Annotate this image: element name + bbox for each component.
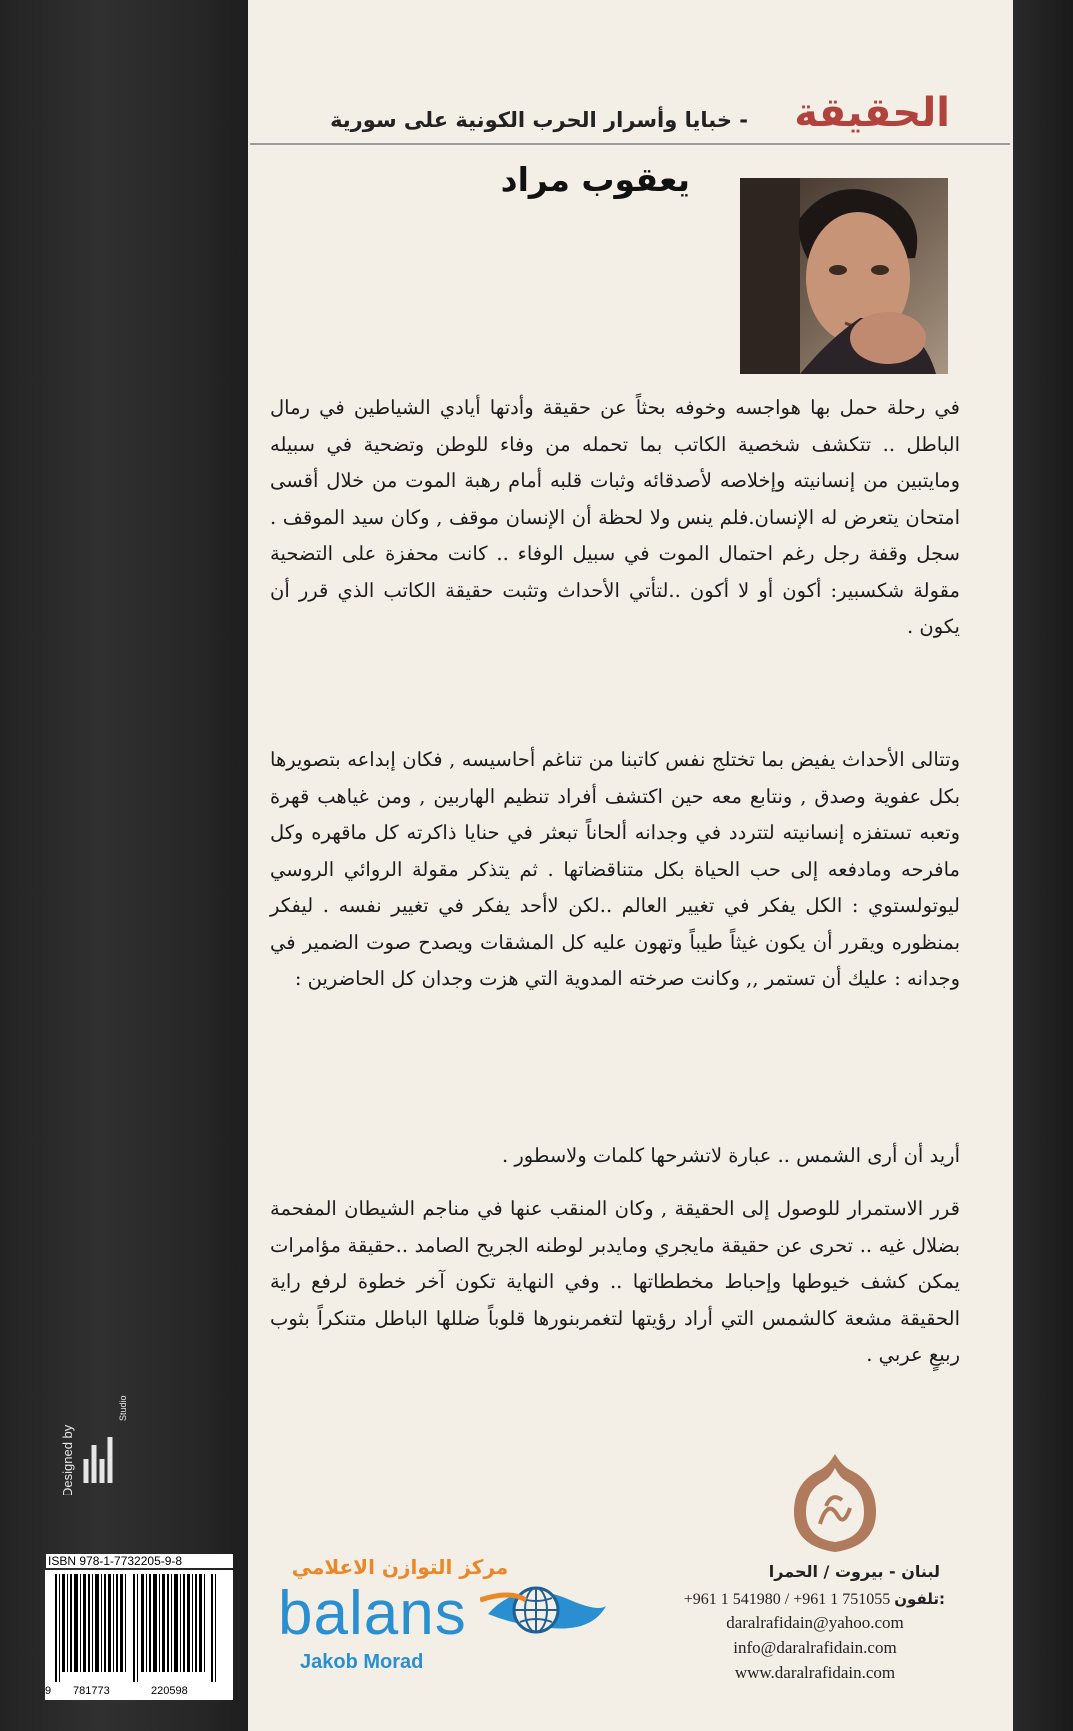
header-rule: [250, 143, 1010, 145]
balans-wordmark: balans: [278, 1579, 467, 1648]
designer-logo-icon: [34, 1375, 154, 1495]
publisher-phone: [620, 1590, 945, 1609]
synopsis-quote: أريد أن أرى الشمس .. عبارة لاتشرحها كلمات ولاسطور .: [501, 1144, 960, 1167]
series-subtitle: - خبايا وأسرار الحرب الكونية على سورية: [330, 108, 748, 132]
publisher-calligraphy-icon: [780, 1448, 890, 1558]
author-name: يعقوب مراد: [500, 160, 690, 199]
balans-globe-icon: [480, 1570, 610, 1650]
designer-credit-text: Designed by: [60, 1424, 75, 1495]
publisher-phone-label: تلفون:: [894, 1590, 945, 1608]
publisher-website: www.daralrafidain.com: [734, 1663, 896, 1682]
synopsis-paragraph-2: وتتالى الأحداث يفيض بما تختلج نفس كاتبنا من تناغم أحاسيسه , فكان إبداعه بتصويرها بكل عفوية وصدق , ونتابع معه حين اكتشف أفراد تنظيم الهاربين , ومن غياهب قهرة وتعبه تستفزه إنسانيته لتتردد في وجدانه ألحاناً تبعثر في حنايا ذاكرته كل ماقهره وكل مافرحه ومادفعه إلى حب الحياة بكل متناقضاتها . ثم يتذكر مقولة الروائي الروسي ليوتولستوي : الكل يفكر في تغيير العالم ..لكن لاأحد يفكر في تغيير نفسه . ليفكر بمنظوره ويقرر أن يكون غيثاً طيباً وتهون عليه كل المشقات ويصدح صوت الضمير في وجدانه : عليك أن تستمر ,, وكانت صرخته المدوية التي هزت وجدان كل الحاضرين :: [270, 748, 960, 990]
isbn-label: ISBN 978-1-7732205-9-8: [46, 1554, 233, 1568]
author-portrait-illustration: [740, 178, 948, 374]
barcode-icon: [45, 1570, 233, 1700]
isbn-barcode: [45, 1570, 233, 1700]
balans-subtitle: Jakob Morad: [300, 1651, 424, 1673]
barcode-digit-left: 9: [45, 1685, 52, 1697]
synopsis-paragraph-3: قرر الاستمرار للوصول إلى الحقيقة , وكان المنقب عنها في مناجم الشيطان المفحمة بضلال غيه .. تحرى عن حقيقة مايجري ومايدبر لوطنه الجريح الصامد ..حقيقة مؤامرات يمكن كشف خيوطها وإحباط مخططاتها .. وفي النهاية تكون آخر خطوة لرفع راية الحقيقة مشعة كالشمس التي أراد رؤيتها لتغمربنورها قلوباً ضللها الباطل متنكراً بثوب ربيعٍ عربي .: [270, 1197, 960, 1366]
publisher-phone-numbers: +961 1 541980 / +961 1 751055: [683, 1591, 891, 1608]
author-photo: [740, 178, 948, 374]
publisher-email-2: info@daralrafidain.com: [733, 1638, 897, 1657]
series-title: الحقيقة: [794, 90, 950, 136]
barcode-digits-right: 220598: [151, 1685, 188, 1697]
publisher-logo: [780, 1448, 890, 1558]
publisher-location: لبنان - بيروت / الحمرا: [768, 1562, 940, 1581]
barcode-digits-mid: 781773: [73, 1685, 110, 1697]
designer-credit: [34, 1375, 154, 1495]
balans-arabic-name: مركز التوازن الاعلامي: [291, 1555, 509, 1579]
publisher-email-1: daralrafidain@yahoo.com: [726, 1613, 904, 1632]
designer-studio-text: Studio: [118, 1395, 128, 1421]
synopsis-paragraph-1: في رحلة حمل بها هواجسه وخوفه بحثاً عن حقيقة وأدتها أيادي الشياطين في رمال الباطل .. تتكشف شخصية الكاتب بما تحمله من وفاء للوطن وتضحية في سبيله ومايتبين من إنسانيته وإخلاصه لأصدقائه وثبات قلبه أمام رهبة الموت من خلال أقسى امتحان يتعرض له الإنسان.فلم ينس ولا لحظة أن الإنسان موقف , وكان سيد الموقف . سجل وقفة رجل رغم احتمال الموت في سبيل الوفاء .. كانت محفزة على التضحية مقولة شكسبير: أكون أو لا أكون ..لتأتي الأحداث وتثبت حقيقة الكاتب الذي قرر أن يكون .: [270, 396, 960, 638]
cover-edge: [1013, 0, 1073, 1731]
